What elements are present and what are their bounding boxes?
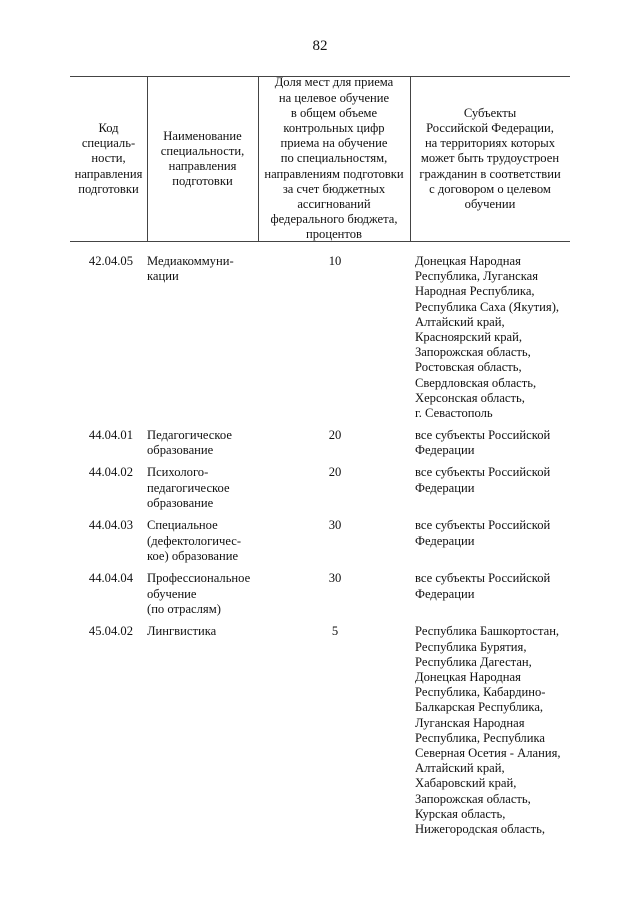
row-code: 42.04.05 xyxy=(88,254,133,268)
table-row xyxy=(70,624,570,837)
row-code: 44.04.01 xyxy=(88,428,133,442)
row-name: Психолого- педагогическое образование xyxy=(147,465,230,510)
table-header xyxy=(70,76,570,242)
row-code: 44.04.02 xyxy=(88,465,133,480)
row-code: 44.04.03 xyxy=(88,518,133,533)
row-name: Профессиональное обучение (по отраслям) xyxy=(147,571,251,616)
row-subjects: Донецкая Народная Республика, Луганская Народная Республика, Республика Саха (Якутия), Алтайский край, Красноярский край, Запорожская область, Ростовская область, Свердловская область, Херсонская область, г. Севастополь xyxy=(415,254,560,421)
row-code: 45.04.02 xyxy=(88,624,133,639)
header-subjects: Субъекты Российской Федерации, на территориях которых может быть трудоустроен гражданин в соответствии с договором о целевом обучении xyxy=(419,105,561,211)
table-row xyxy=(70,571,570,617)
row-name: Педагогическое образование xyxy=(147,428,232,458)
row-share: 30 xyxy=(328,518,342,533)
row-subjects: все субъекты Российской Федерации xyxy=(415,518,551,548)
row-subjects: все субъекты Российской Федерации xyxy=(415,571,551,601)
page-number: 82 xyxy=(312,38,328,54)
row-share: 30 xyxy=(328,571,342,586)
row-name: Лингвистика xyxy=(147,624,217,639)
table-row xyxy=(70,518,570,564)
row-share: 20 xyxy=(328,428,342,442)
header-code: Код специаль- ности, направления подготовки xyxy=(74,120,143,196)
table-row xyxy=(70,428,570,458)
table-body xyxy=(70,254,570,844)
table-row xyxy=(70,465,570,511)
table-row xyxy=(70,254,570,421)
row-subjects: все субъекты Российской Федерации xyxy=(415,465,551,495)
row-share: 20 xyxy=(328,465,342,480)
row-code: 44.04.04 xyxy=(88,571,133,586)
row-subjects: все субъекты Российской Федерации xyxy=(415,428,551,458)
header-name: Наименование специальности, направления подготовки xyxy=(160,128,245,189)
row-name: Специальное (дефектологичес- кое) образование xyxy=(147,518,242,563)
row-name: Медиакоммуни- кации xyxy=(147,254,234,284)
row-subjects: Республика Башкортостан, Республика Бурятия, Республика Дагестан, Донецкая Народная Республика, Кабардино- Балкарская Республика, Луганская Народная Республика, Республика Северная Осетия - Алания, Алтайский край, Хабаровский край, Запорожская область, Курская область, Нижегородская область, xyxy=(415,624,561,837)
row-share: 5 xyxy=(331,624,339,639)
header-share: Доля мест для приема на целевое обучение в общем объеме контрольных цифр приема на обучение по специальностям, направлениям подготовки за счет бюджетных ассигнований федерального бюджета, процентов xyxy=(264,75,404,242)
row-share: 10 xyxy=(328,254,342,268)
